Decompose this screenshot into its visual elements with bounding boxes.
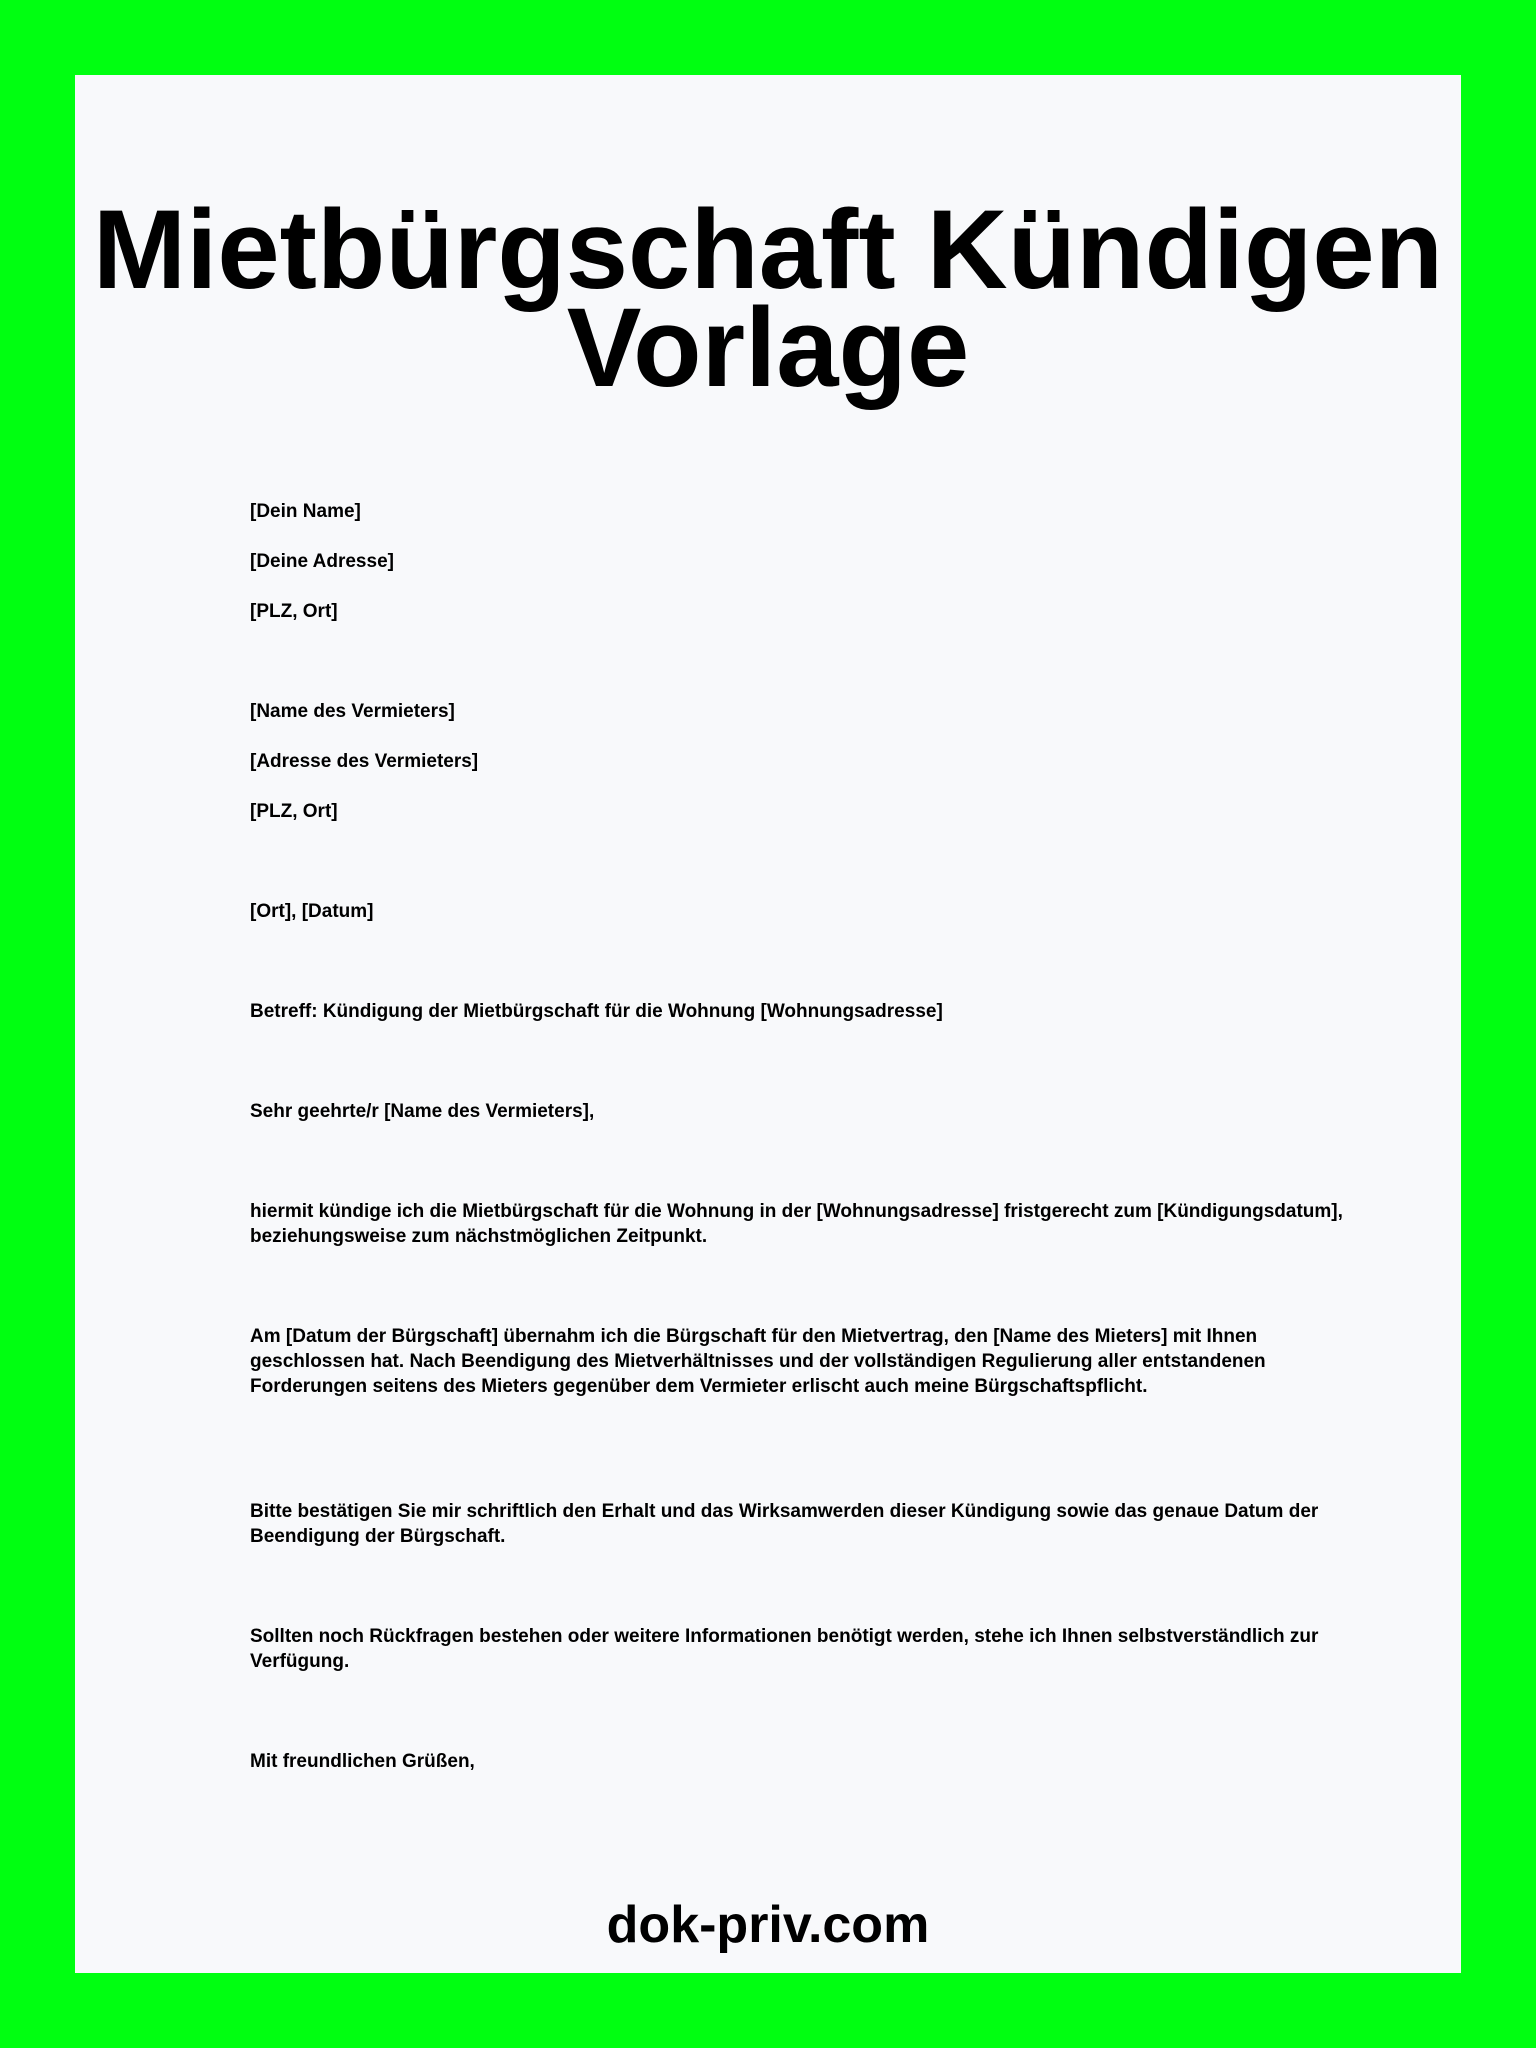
salutation: Sehr geehrte/r [Name des Vermieters], xyxy=(250,1101,595,1122)
recipient-name: [Name des Vermieters] xyxy=(250,701,455,722)
document-page xyxy=(75,75,1461,1973)
subject-line: Betreff: Kündigung der Mietbürgschaft für die Wohnung [Wohnungsadresse] xyxy=(250,1001,943,1022)
sender-address: [Deine Adresse] xyxy=(250,551,394,572)
recipient-city: [PLZ, Ort] xyxy=(250,801,338,822)
document-title xyxy=(75,187,1461,410)
title-line-2: Vorlage xyxy=(566,285,970,410)
paragraph-1: hiermit kündige ich die Mietbürgschaft für die Wohnung in der [Wohnungsadresse] fristgerecht zum [Kündigungsdatum], beziehungsweise zum nächstmöglichen Zeitpunkt. xyxy=(250,1201,1343,1247)
place-date: [Ort], [Datum] xyxy=(250,901,374,922)
sender-city: [PLZ, Ort] xyxy=(250,601,338,622)
footer-website: dok-priv.com xyxy=(606,1896,930,1954)
paragraph-3: Bitte bestätigen Sie mir schriftlich den Erhalt und das Wirksamwerden dieser Kündigung sowie das genaue Datum der Beendigung der Bürgschaft. xyxy=(250,1501,1319,1547)
paragraph-4: Sollten noch Rückfragen bestehen oder weitere Informationen benötigt werden, stehe ich Ihnen selbstverständlich zur Verfügung. xyxy=(250,1626,1319,1672)
sender-name: [Dein Name] xyxy=(250,501,361,522)
recipient-address: [Adresse des Vermieters] xyxy=(250,751,479,772)
closing: Mit freundlichen Grüßen, xyxy=(250,1751,475,1772)
paragraph-2: Am [Datum der Bürgschaft] übernahm ich die Bürgschaft für den Mietvertrag, den [Name des Mieters] mit Ihnen geschlossen hat. Nach Beendigung des Mietverhältnisses und der vollständigen Regulierung aller entstandenen Forderungen seitens des Mieters gegenüber dem Vermieter erlischt auch meine Bürgschaftspflicht. xyxy=(250,1326,1266,1397)
title-line-1: Mietbürgschaft Kündigen xyxy=(92,187,1444,312)
